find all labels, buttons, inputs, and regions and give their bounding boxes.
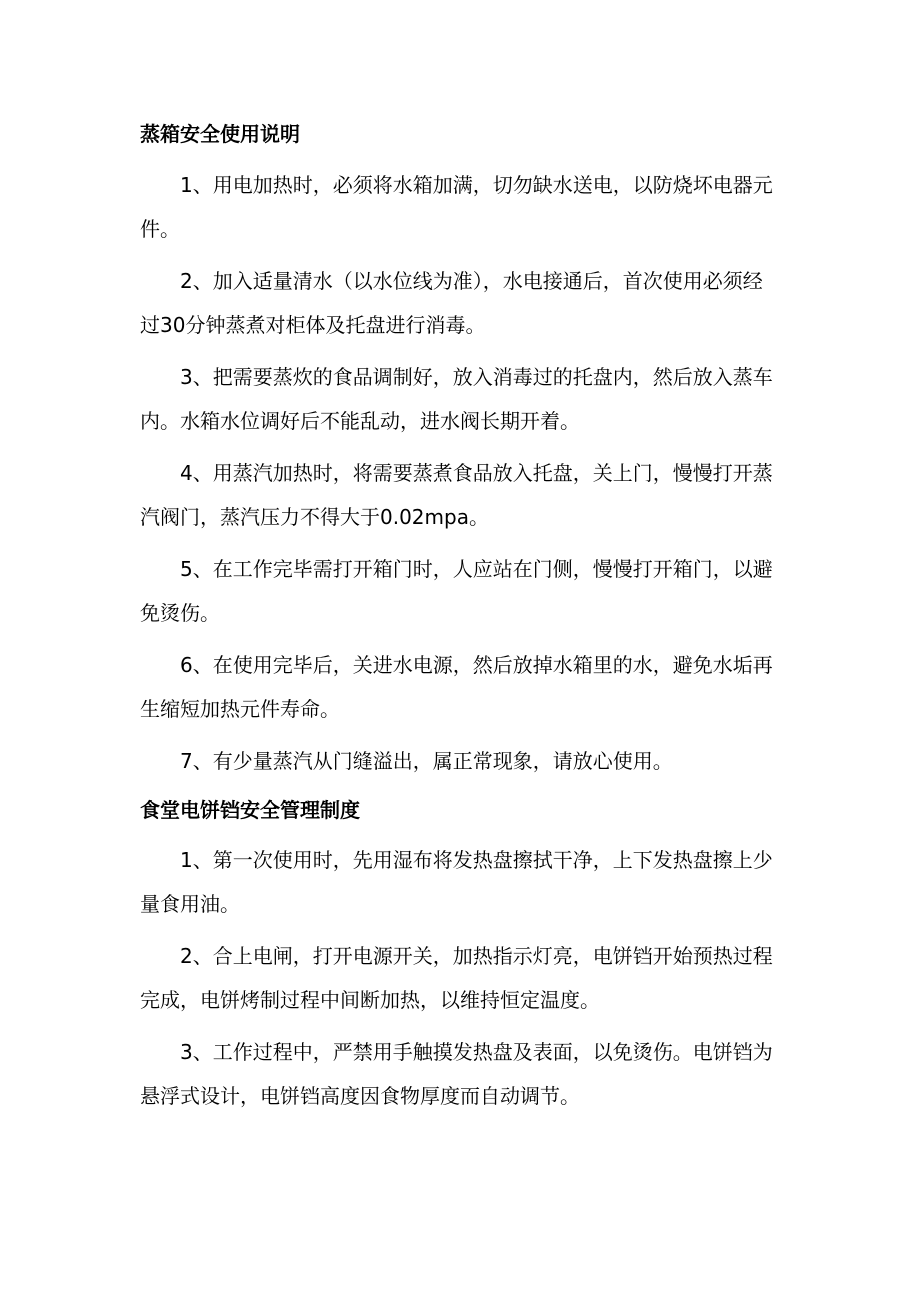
steamer-paragraph-6: 6、在使用完毕后，关进水电源，然后放掉水箱里的水，避免水垢再生缩短加热元件寿命。 (140, 653, 773, 721)
steamer-paragraph-4: 4、用蒸汽加热时，将需要蒸煮食品放入托盘，关上门，慢慢打开蒸汽阀门，蒸汽压力不得大于0.02mpa。 (140, 461, 773, 529)
steamer-paragraph-1: 1、用电加热时，必须将水箱加满，切勿缺水送电，以防烧坏电器元件。 (140, 173, 773, 241)
section-title-steamer: 蒸箱安全使用说明 (140, 122, 300, 146)
griddle-paragraph-3: 3、工作过程中，严禁用手触摸发热盘及表面，以免烫伤。电饼铛为悬浮式设计，电饼铛高度因食物厚度而自动调节。 (140, 1040, 773, 1108)
steamer-paragraph-3: 3、把需要蒸炊的食品调制好，放入消毒过的托盘内，然后放入蒸车内。水箱水位调好后不能乱动，进水阀长期开着。 (140, 365, 773, 433)
steamer-paragraph-5: 5、在工作完毕需打开箱门时，人应站在门侧，慢慢打开箱门，以避免烫伤。 (140, 557, 773, 625)
steamer-paragraph-2: 2、加入适量清水（以水位线为准），水电接通后，首次使用必须经过30分钟蒸煮对柜体及托盘进行消毒。 (140, 269, 763, 337)
griddle-paragraph-1: 1、第一次使用时，先用湿布将发热盘擦拭干净，上下发热盘擦上少量食用油。 (140, 848, 773, 916)
section-title-griddle: 食堂电饼铛安全管理制度 (140, 798, 360, 822)
griddle-paragraph-2: 2、合上电闸，打开电源开关，加热指示灯亮，电饼铛开始预热过程完成，电饼烤制过程中间断加热，以维持恒定温度。 (140, 944, 773, 1012)
steamer-paragraph-7: 7、有少量蒸汽从门缝溢出，属正常现象，请放心使用。 (180, 749, 673, 773)
